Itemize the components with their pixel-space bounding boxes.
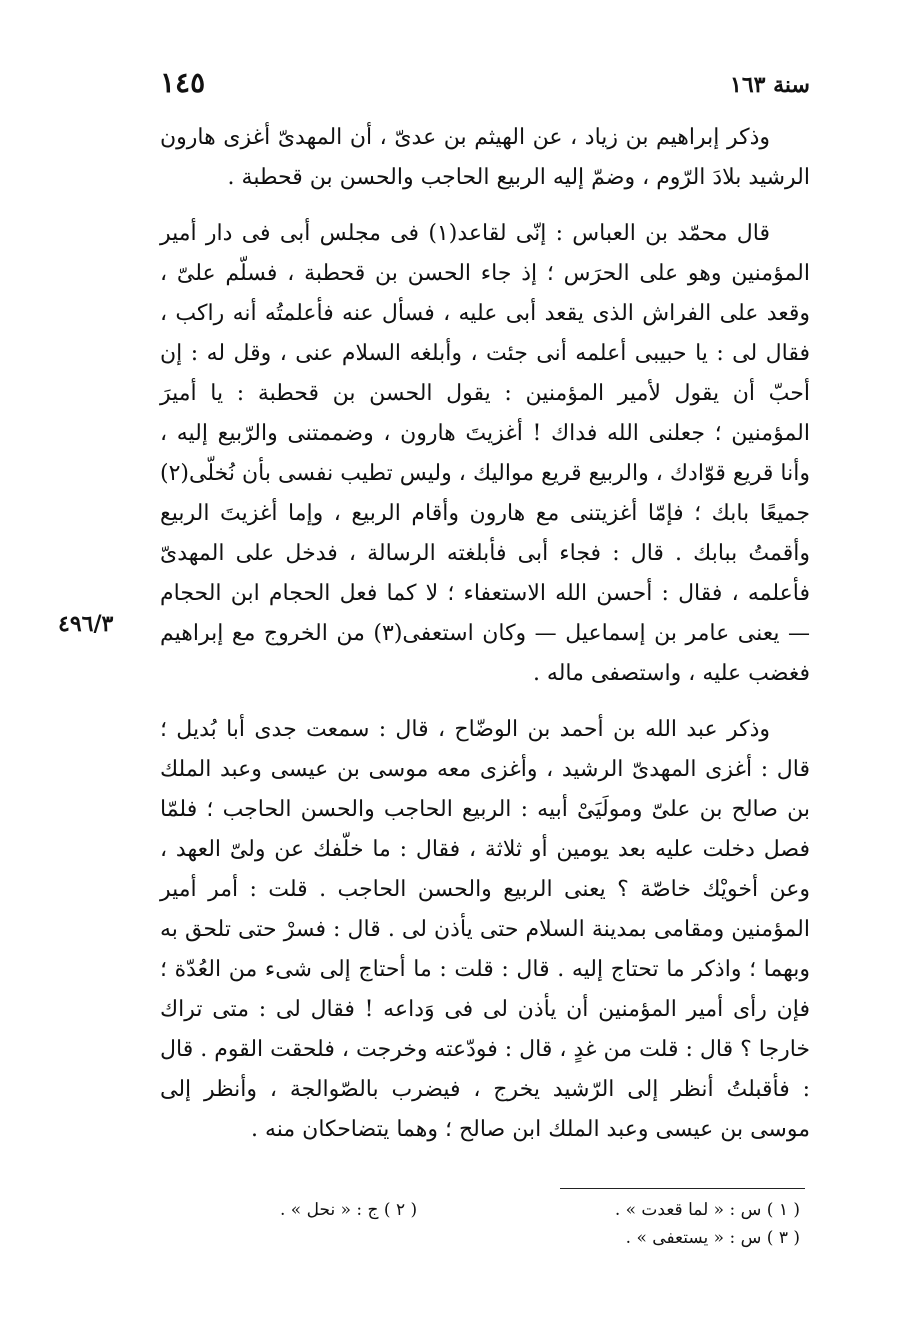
- footnote-divider: [560, 1188, 805, 1189]
- footnote-row-2: [280, 1224, 800, 1252]
- year-header: سنة ١٦٣: [730, 72, 810, 98]
- footnote-1: ( ١ ) س : « لما قعدت » .: [614, 1200, 800, 1220]
- paragraph-2: قال محمّد بن العباس : إنّى لقاعد(١) فى مجلس أبى فى دار أمير المؤمنين وهو على الحرَس ؛ إذ جاء الحسن بن قحطبة ، فسلّم علىّ ، وقعد على الفراش الذى يقعد أبى عليه ، فسأل عنه فأعلمتُه أنه راكب ، فقال لى : يا حبيبى أعلمه أنى جئت ، وأبلغه السلام عنى ، وقل له : إن أحبّ أن يقول لأمير المؤمنين : يقول الحسن بن قحطبة : يا أميرَ المؤمنين ؛ جعلنى الله فداك ! أغزيتَ هارون ، وضممتنى والرّبيع إليه ، وأنا قريع قوّادك ، والربيع قريع مواليك ، وليس تطيب نفسى بأن نُخلّى(٢) جميعًا بابك ؛ فإمّا أغزيتنى مع هارون وأقام الربيع ، وإما أغزيتَ الربيع وأقمتُ ببابك . قال : فجاء أبى فأبلغته الرسالة ، فدخل على المهدىّ فأعلمه ، فقال : أحسن الله الاستعفاء ؛ لا كما فعل الحجام ابن الحجام — يعنى عامر بن إسماعيل — وكان استعفى(٣) من الخروج مع إبراهيم فغضب عليه ، واستصفى ماله .: [160, 221, 810, 686]
- page-number: ١٤٥: [160, 66, 206, 99]
- footnotes: [280, 1196, 800, 1252]
- main-text: [160, 118, 810, 1166]
- margin-reference: ٤٩٦/٣: [58, 611, 114, 637]
- footnote-row-1: [280, 1196, 800, 1224]
- paragraph-3: وذكر عبد الله بن أحمد بن الوضّاح ، قال : سمعت جدى أبا بُديل ؛ قال : أغزى المهدىّ الرشيد ، وأغزى معه موسى بن عيسى وعبد الملك بن صالح بن علىّ ومولَيَىْ أبيه : الربيع الحاجب والحسن الحاجب ؛ فلمّا فصل دخلت عليه بعد يومين أو ثلاثة ، فقال : ما خلّفك عن ولىّ العهد ، وعن أخويْك خاصّة ؟ يعنى الربيع والحسن الحاجب . قلت : أمر أمير المؤمنين ومقامى بمدينة السلام حتى يأذن لى . قال : فسرْ حتى تلحق به وبهما ؛ واذكر ما تحتاج إليه . قال : قلت : ما أحتاج إلى شىء من العُدّة ؛ فإن رأى أمير المؤمنين أن يأذن لى فى وَداعه ! فقال لى : متى تراك خارجا ؟ قال : قلت من غدٍ ، قال : فودّعته وخرجت ، فلحقت القوم . قال : فأقبلتُ أنظر إلى الرّشيد يخرج ، فيضرب بالصّوالجة ، وأنظر إلى موسى بن عيسى وعبد الملك ابن صالح ؛ وهما يتضاحكان منه .: [160, 717, 810, 1142]
- footnote-3: ( ٣ ) س : « يستعفى » .: [625, 1228, 800, 1248]
- footnote-2: ( ٢ ) ج : « نحل » .: [280, 1200, 418, 1220]
- page-header: [160, 66, 810, 106]
- paragraph-1: وذكر إبراهيم بن زياد ، عن الهيثم بن عدىّ ، أن المهدىّ أغزى هارون الرشيد بلادَ الرّوم ، وضمّ إليه الربيع الحاجب والحسن بن قحطبة .: [160, 125, 810, 190]
